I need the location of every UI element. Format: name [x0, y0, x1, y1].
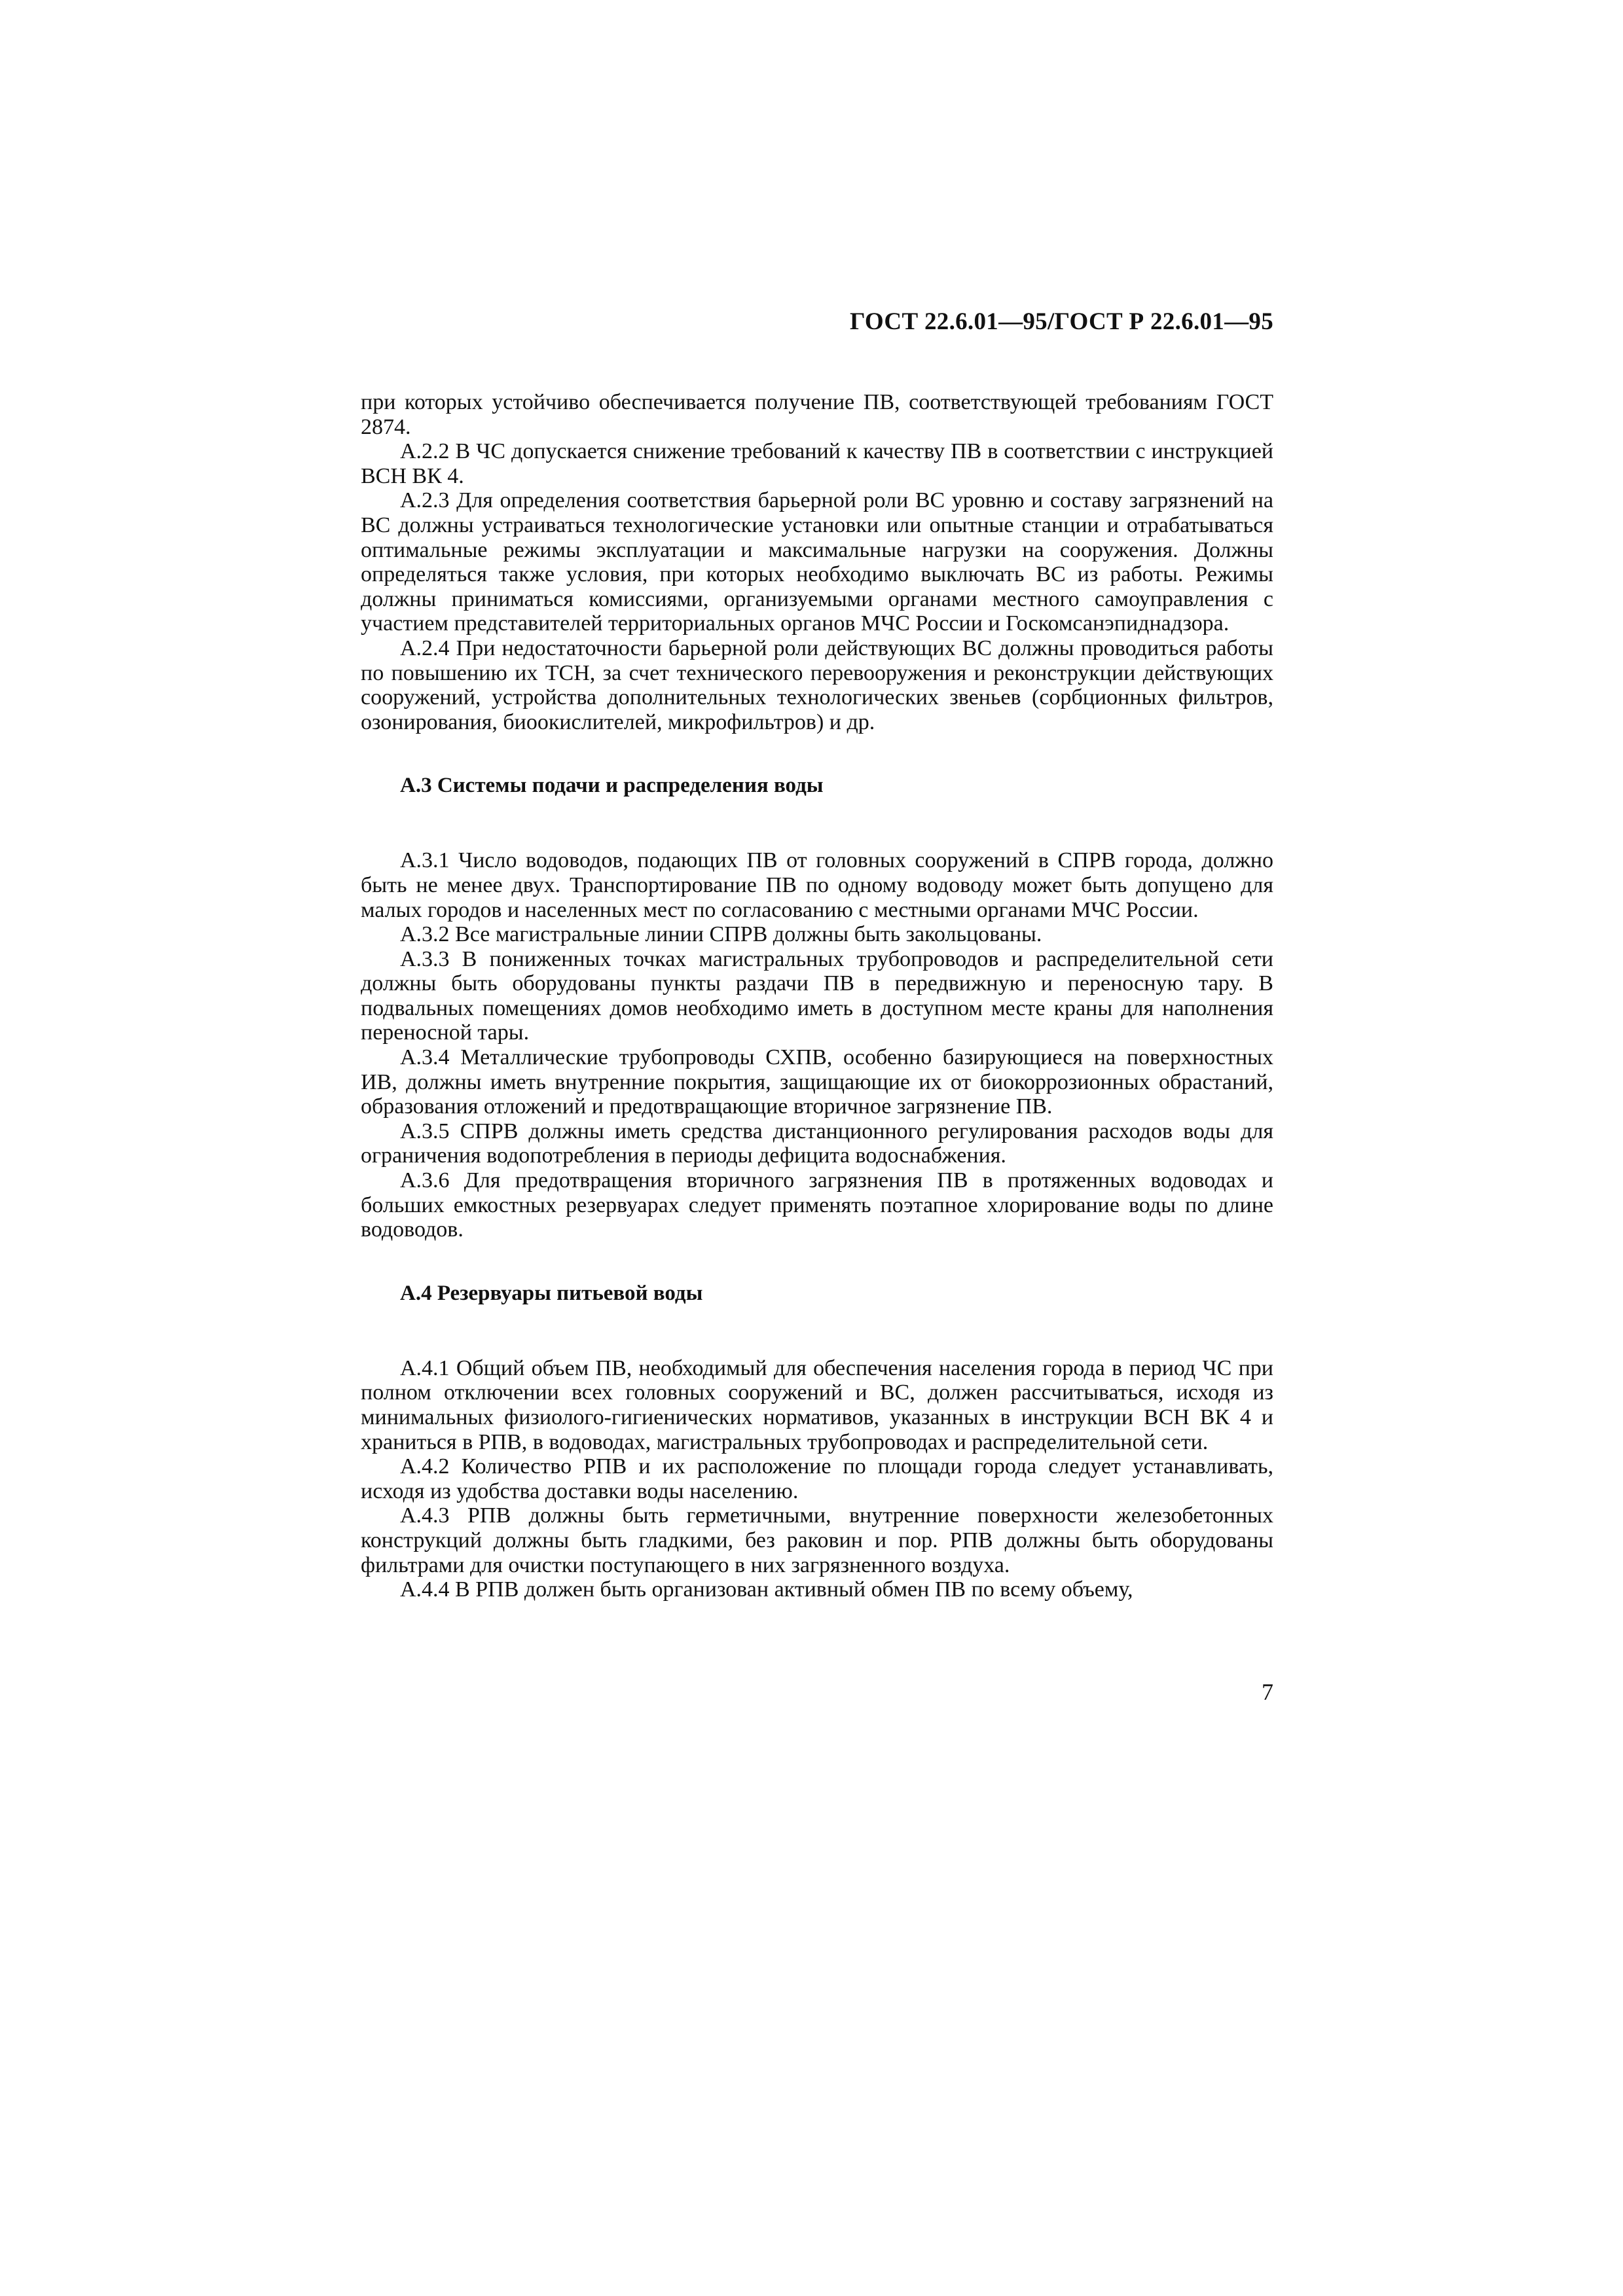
paragraph-a4-3: А.4.3 РПВ должны быть герметичными, внутренние поверхности железобетонных конструкций должны быть гладкими, без раковин и пор. РПВ должны быть оборудованы фильтрами для очистки поступающего в них загрязненного воздуха.: [361, 1503, 1273, 1577]
paragraph-a3-3: А.3.3 В пониженных точках магистральных трубопроводов и распределительной сети должны быть оборудованы пункты раздачи ПВ в передвижную и переносную тару. В подвальных помещениях домов необходимо иметь в доступном месте краны для наполнения переносной тары.: [361, 946, 1273, 1045]
paragraph-a3-1: А.3.1 Число водоводов, подающих ПВ от головных сооружений в СПРВ города, должно быть не менее двух. Транспортирование ПВ по одному водоводу может быть допущено для малых городов и населенных мест по согласованию с местными органами МЧС России.: [361, 848, 1273, 922]
paragraph-a2-2: А.2.2 В ЧС допускается снижение требований к качеству ПВ в соответствии с инструкцией ВСН ВК 4.: [361, 439, 1273, 488]
paragraph-a4-1: А.4.1 Общий объем ПВ, необходимый для обеспечения населения города в период ЧС при полном отключении всех головных сооружений и ВС, должен рассчитываться, исходя из минимальных физиолого-гигиенических нормативов, указанных в инструкции ВСН ВК 4 и храниться в РПВ, в водоводах, магистральных трубопроводах и распределительной сети.: [361, 1355, 1273, 1454]
page-number: 7: [1262, 1679, 1273, 1705]
paragraph-a3-5: А.3.5 СПРВ должны иметь средства дистанционного регулирования расходов воды для ограничения водопотребления в периоды дефицита водоснабжения.: [361, 1119, 1273, 1168]
paragraph-a3-4: А.3.4 Металлические трубопроводы СХПВ, особенно базирующиеся на поверхностных ИВ, должны иметь внутренние покрытия, защищающие их от биокоррозионных обрастаний, образования отложений и предотвращающие вторичное загрязнение ПВ.: [361, 1045, 1273, 1119]
paragraph-a2-3: А.2.3 Для определения соответствия барьерной роли ВС уровню и составу загрязнений на ВС должны устраиваться технологические установки или опытные станции и отрабатываться оптимальные режимы эксплуатации и максимальные нагрузки на сооружения. Должны определяться также условия, при которых необходимо выключать ВС из работы. Режимы должны приниматься комиссиями, организуемыми органами местного самоуправления с участием представителей территориальных органов МЧС России и Госкомсанэпиднадзора.: [361, 488, 1273, 636]
paragraph-a3-6: А.3.6 Для предотвращения вторичного загрязнения ПВ в протяженных водоводах и больших емкостных резервуарах следует применять поэтапное хлорирование воды по длине водоводов.: [361, 1168, 1273, 1242]
section-title-a4: А.4 Резервуары питьевой воды: [400, 1281, 703, 1305]
paragraph-a4-4: А.4.4 В РПВ должен быть организован активный обмен ПВ по всему объему,: [400, 1577, 1133, 1602]
paragraph-a2-4: А.2.4 При недостаточности барьерной роли действующих ВС должны проводиться работы по повышению их ТСН, за счет технического перевооружения и реконструкции действующих сооружений, устройства дополнительных технологических звеньев (сорбционных фильтров, озонирования, биоокислителей, микрофильтров) и др.: [361, 636, 1273, 734]
body-text: [361, 390, 1273, 1602]
paragraph-a2-continuation: при которых устойчиво обеспечивается получение ПВ, соответствующей требованиям ГОСТ 2874.: [361, 390, 1273, 439]
section-title-a3: А.3 Системы подачи и распределения воды: [400, 774, 824, 798]
document-code-header: ГОСТ 22.6.01—95/ГОСТ Р 22.6.01—95: [849, 308, 1273, 335]
paragraph-a4-2: А.4.2 Количество РПВ и их расположение по площади города следует устанавливать, исходя из удобства доставки воды населению.: [361, 1454, 1273, 1503]
paragraph-a3-2: А.3.2 Все магистральные линии СПРВ должны быть закольцованы.: [400, 922, 1042, 947]
